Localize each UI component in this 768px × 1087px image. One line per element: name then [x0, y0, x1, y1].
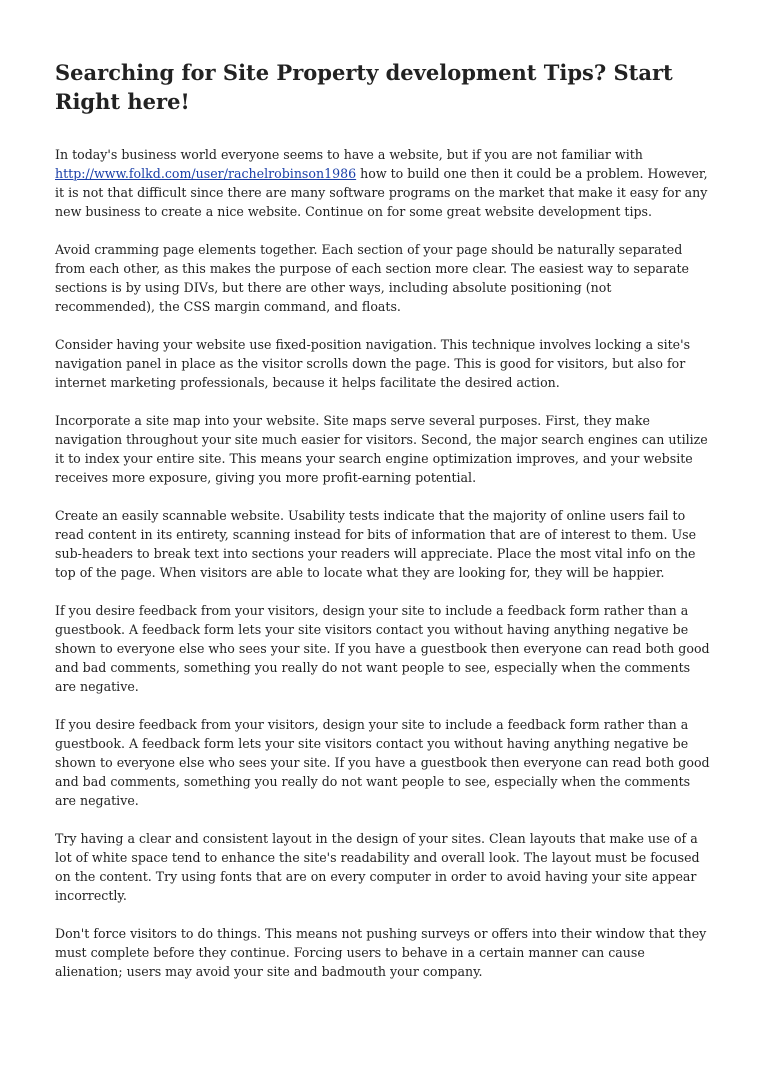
intro-text-after-link: how to build one then it could be a problem. However, it is not that difficult since there are many software programs on the market that make it easy for any new business to create a nice website. Continue on for some great website development tips.	[55, 166, 708, 219]
page-title: Searching for Site Property development Tips? Start Right here!	[55, 60, 673, 114]
document-page	[55, 58, 715, 1000]
body-paragraph: Avoid cramming page elements together. Each section of your page should be naturally separated from each other, as this makes the purpose of each section more clear. The easiest way to separate sections is by using DIVs, but there are other ways, including absolute positioning (not recommended), the CSS margin command, and floats.	[55, 242, 690, 314]
body-paragraph: Don't force visitors to do things. This means not pushing surveys or offers into their window that they must complete before they continue. Forcing users to behave in a certain manner can cause alienation; users may avoid your site and badmouth your company.	[55, 926, 707, 979]
profile-link[interactable]: http://www.folkd.com/user/rachelrobinson1986	[55, 166, 357, 181]
intro-text-before-link: In today's business world everyone seems to have a website, but if you are not familiar with	[55, 147, 643, 162]
body-paragraph: Incorporate a site map into your website. Site maps serve several purposes. First, they make navigation throughout your site much easier for visitors. Second, the major search engines can utilize it to index your entire site. This means your search engine optimization improves, and your website receives more exposure, giving you more profit-earning potential.	[55, 413, 708, 485]
body-paragraph: Consider having your website use fixed-position navigation. This technique involves locking a site's navigation panel in place as the visitor scrolls down the page. This is good for visitors, but also for internet marketing professionals, because it helps facilitate the desired action.	[55, 337, 691, 390]
body-paragraph: If you desire feedback from your visitors, design your site to include a feedback form rather than a guestbook. A feedback form lets your site visitors contact you without having anything negative be shown to everyone else who sees your site. If you have a guestbook then everyone can read both good and bad comments, something you really do not want people to see, especially when the comments are negative.	[55, 717, 710, 808]
body-paragraph: If you desire feedback from your visitors, design your site to include a feedback form rather than a guestbook. A feedback form lets your site visitors contact you without having anything negative be shown to everyone else who sees your site. If you have a guestbook then everyone can read both good and bad comments, something you really do not want people to see, especially when the comments are negative.	[55, 603, 710, 694]
body-paragraph: Create an easily scannable website. Usability tests indicate that the majority of online users fail to read content in its entirety, scanning instead for bits of information that are of interest to them. Use sub-headers to break text into sections your readers will appreciate. Place the most vital info on the top of the page. When visitors are able to locate what they are looking for, they will be happier.	[55, 508, 697, 580]
intro-paragraph	[55, 145, 715, 221]
body-paragraph: Try having a clear and consistent layout in the design of your sites. Clean layouts that make use of a lot of white space tend to enhance the site's readability and overall look. The layout must be focused on the content. Try using fonts that are on every computer in order to avoid having your site appear incorrectly.	[55, 831, 700, 903]
